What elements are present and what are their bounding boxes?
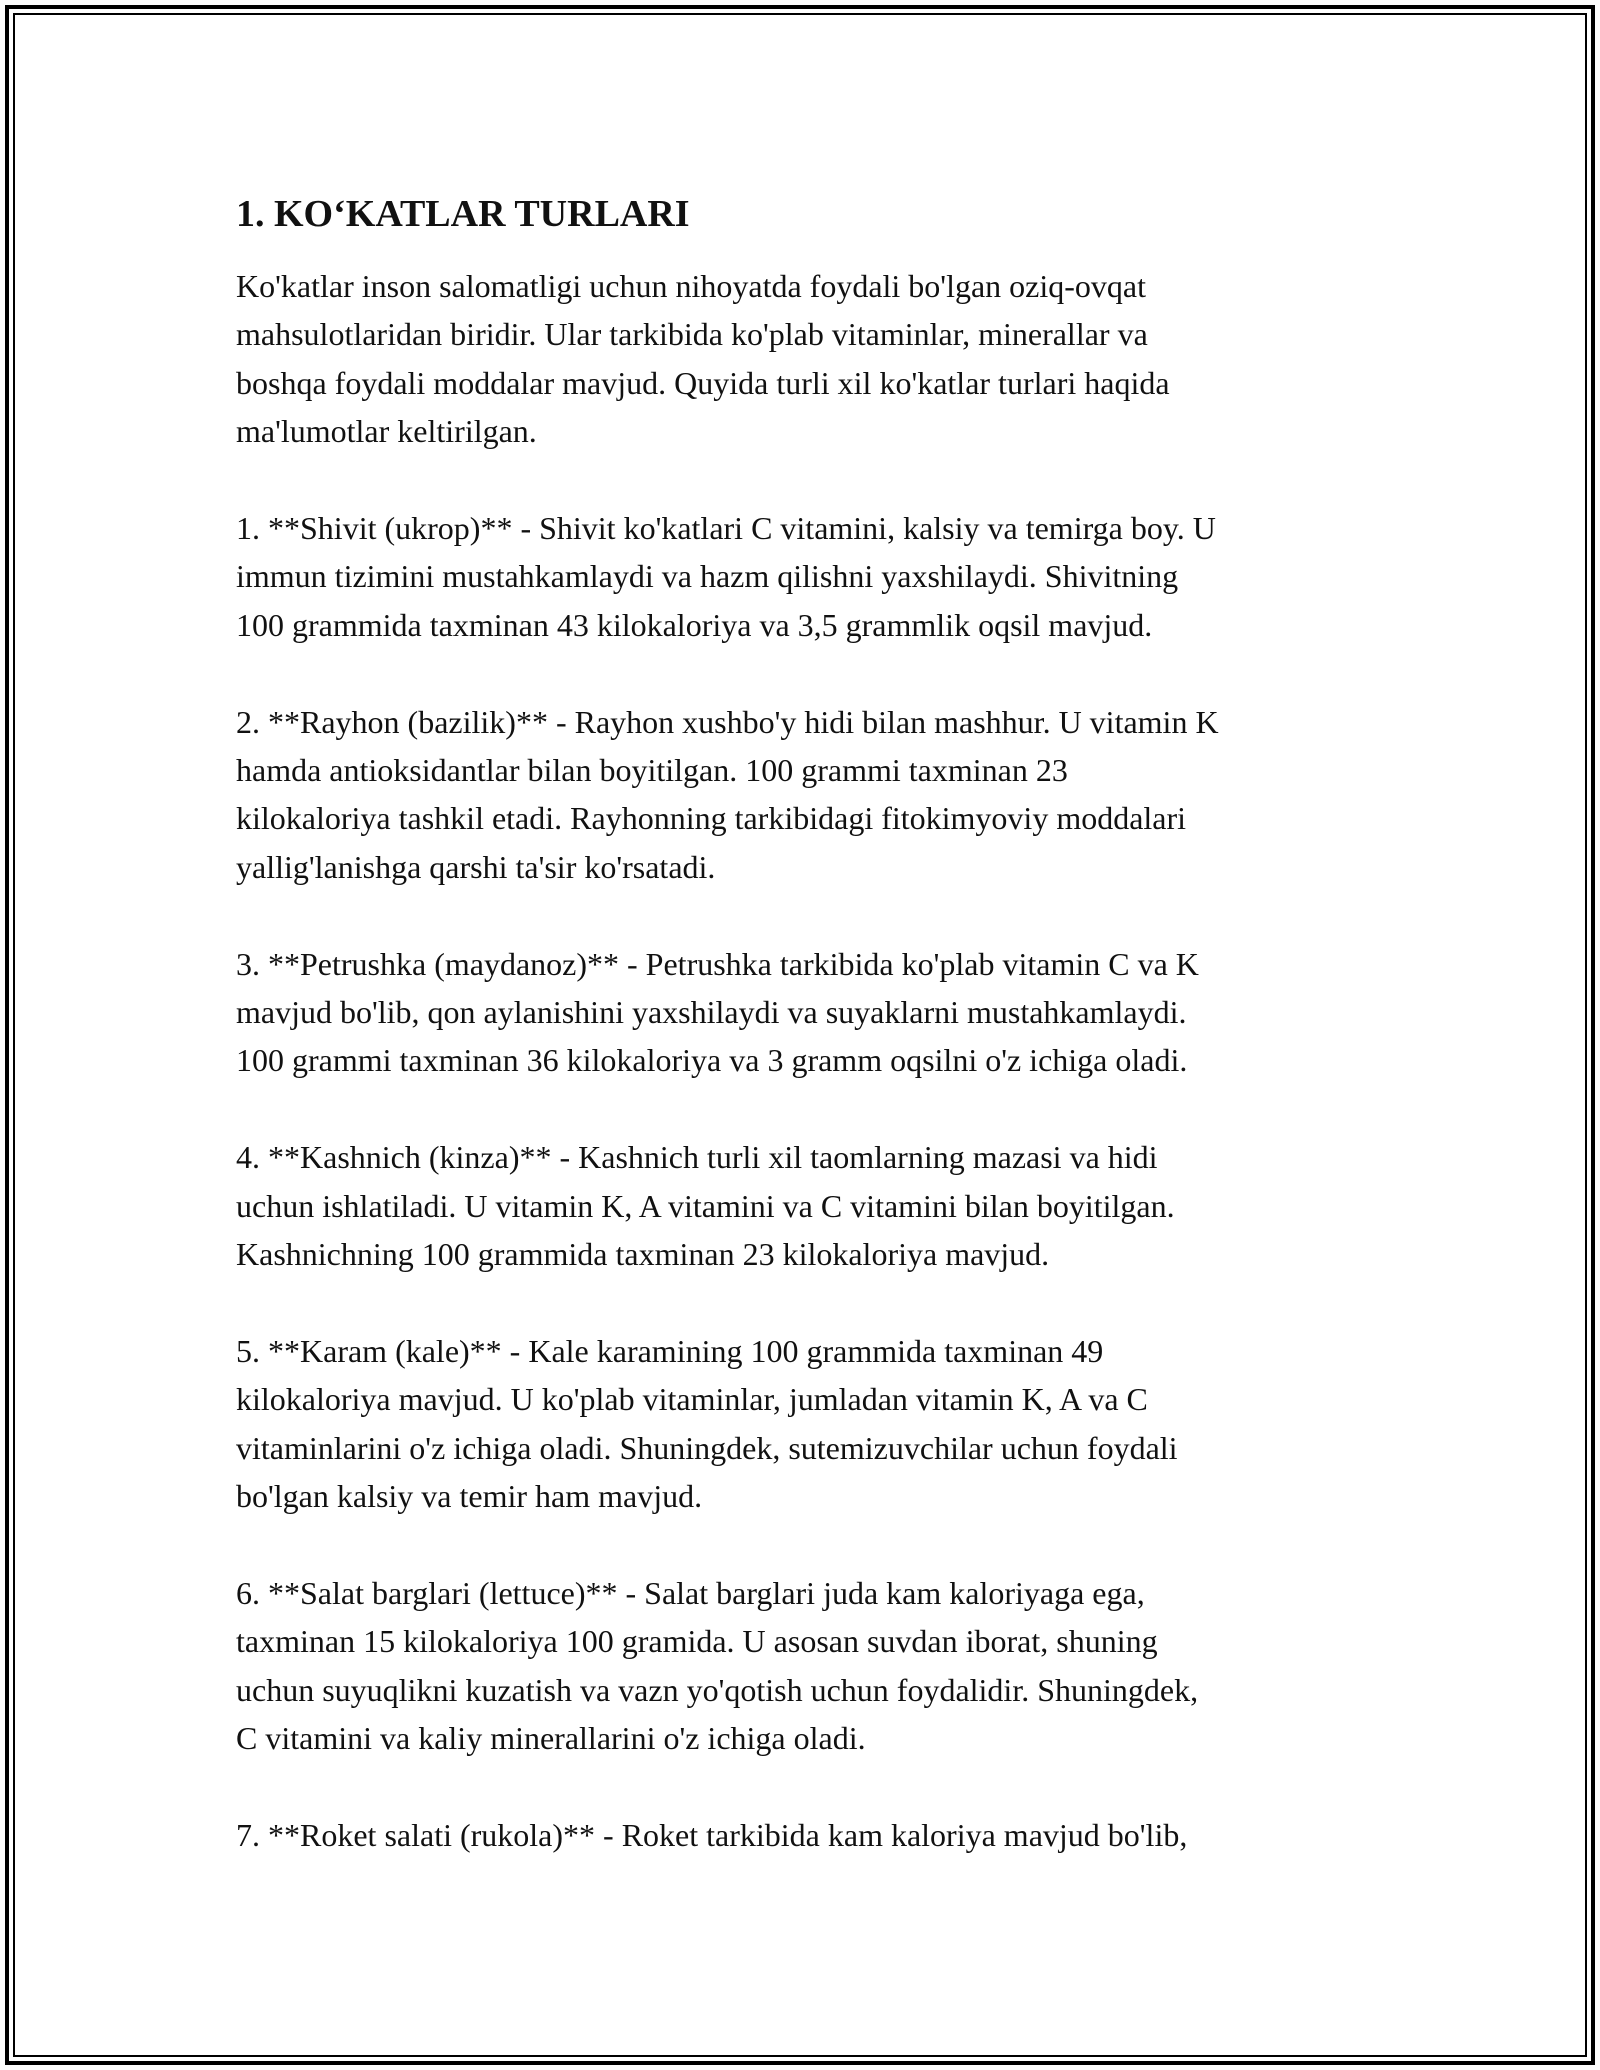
paragraph-line: Kashnichning 100 grammida taxminan 23 kilokaloriya mavjud. xyxy=(236,1236,1050,1273)
paragraph-line: bo'lgan kalsiy va temir ham mavjud. xyxy=(236,1478,703,1515)
paragraph-line: boshqa foydali moddalar mavjud. Quyida turli xil ko'katlar turlari haqida xyxy=(236,364,1170,401)
paragraph-line: uchun ishlatiladi. U vitamin K, A vitamini va C vitamini bilan boyitilgan. xyxy=(236,1187,1175,1224)
item-rayhon xyxy=(236,698,1376,892)
item-karam xyxy=(236,1327,1376,1521)
item-shivit xyxy=(236,504,1376,649)
paragraph-line: 1. **Shivit (ukrop)** - Shivit ko'katlari C vitamini, kalsiy va temirga boy. U xyxy=(236,510,1216,547)
document-title: 1. KO‘KATLAR TURLARI xyxy=(236,193,690,235)
paragraph-line: vitaminlarini o'z ichiga oladi. Shuningdek, sutemizuvchilar uchun foydali xyxy=(236,1429,1178,1466)
document-body xyxy=(236,186,1376,1908)
paragraph-line: 100 grammida taxminan 43 kilokaloriya va 3,5 grammlik oqsil mavjud. xyxy=(236,606,1153,643)
paragraph-line: kilokaloriya tashkil etadi. Rayhonning tarkibidagi fitokimyoviy moddalari xyxy=(236,800,1187,837)
paragraph-line: 4. **Kashnich (kinza)** - Kashnich turli xil taomlarning mazasi va hidi xyxy=(236,1139,1158,1176)
paragraph-line: immun tizimini mustahkamlaydi va hazm qilishni yaxshilaydi. Shivitning xyxy=(236,558,1179,595)
paragraph-line: 7. **Roket salati (rukola)** - Roket tarkibida kam kaloriya mavjud bo'lib, xyxy=(236,1816,1188,1853)
paragraph-line: hamda antioksidantlar bilan boyitilgan. 100 grammi taxminan 23 xyxy=(236,752,1068,789)
paragraph-line: mahsulotlaridan biridir. Ular tarkibida ko'plab vitaminlar, minerallar va xyxy=(236,316,1148,353)
item-roket-salati xyxy=(236,1811,1376,1859)
paragraph-line: mavjud bo'lib, qon aylanishini yaxshilaydi va suyaklarni mustahkamlaydi. xyxy=(236,994,1187,1031)
paragraph-line: ma'lumotlar keltirilgan. xyxy=(236,413,537,450)
paragraph-line: C vitamini va kaliy minerallarini o'z ichiga oladi. xyxy=(236,1720,866,1757)
paragraph-line: kilokaloriya mavjud. U ko'plab vitaminlar, jumladan vitamin K, A va C xyxy=(236,1381,1148,1418)
intro-paragraph xyxy=(236,262,1376,456)
paragraph-line: 2. **Rayhon (bazilik)** - Rayhon xushbo'y hidi bilan mashhur. U vitamin K xyxy=(236,703,1219,740)
paragraph-line: taxminan 15 kilokaloriya 100 gramida. U asosan suvdan iborat, shuning xyxy=(236,1623,1158,1660)
paragraph-line: 3. **Petrushka (maydanoz)** - Petrushka tarkibida ko'plab vitamin C va K xyxy=(236,945,1199,982)
paragraph-line: 6. **Salat barglari (lettuce)** - Salat barglari juda kam kaloriyaga ega, xyxy=(236,1574,1145,1611)
paragraph-line: 100 grammi taxminan 36 kilokaloriya va 3 gramm oqsilni o'z ichiga oladi. xyxy=(236,1042,1188,1079)
paragraph-line: uchun suyuqlikni kuzatish va vazn yo'qotish uchun foydalidir. Shuningdek, xyxy=(236,1671,1199,1708)
paragraph-line: Ko'katlar inson salomatligi uchun nihoyatda foydali bo'lgan oziq-ovqat xyxy=(236,268,1146,304)
paragraph-line: yallig'lanishga qarshi ta'sir ko'rsatadi. xyxy=(236,848,716,885)
paragraph-line: 5. **Karam (kale)** - Kale karamining 100 grammida taxminan 49 xyxy=(236,1332,1104,1369)
item-kashnich xyxy=(236,1133,1376,1278)
item-salat-barglari xyxy=(236,1569,1376,1763)
item-petrushka xyxy=(236,940,1376,1085)
